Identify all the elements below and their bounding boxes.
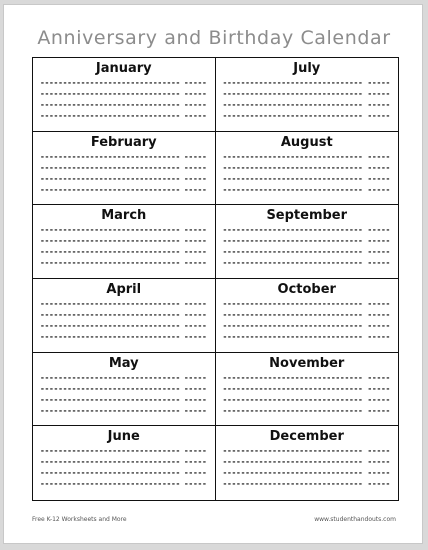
entry-line (33, 184, 215, 195)
month-label: May (108, 355, 139, 371)
name-blank: ------------------------------- (40, 331, 181, 341)
name-blank: ------------------------------- (40, 173, 181, 183)
entry-lines (216, 77, 399, 121)
date-blank: ----- (183, 457, 207, 467)
entry-line (33, 224, 215, 235)
entry-line (216, 320, 399, 331)
name-blank: ------------------------------- (222, 372, 363, 382)
entry-lines (33, 151, 215, 195)
name-blank: ------------------------------- (222, 394, 363, 404)
date-blank: ----- (183, 468, 207, 478)
name-blank: ------------------------------- (222, 320, 363, 330)
name-blank: ------------------------------- (222, 309, 363, 319)
date-blank: ----- (183, 162, 207, 172)
month-label: July (293, 61, 321, 76)
entry-lines (216, 151, 399, 195)
entry-line (33, 235, 215, 246)
entry-line (216, 331, 399, 342)
date-blank: ----- (367, 320, 390, 330)
month-cell-may (33, 353, 216, 427)
entry-line (33, 372, 215, 383)
entry-line (216, 405, 399, 416)
entry-line (33, 173, 215, 184)
date-blank: ----- (183, 446, 207, 456)
entry-line (216, 88, 399, 99)
month-cell-june (33, 426, 216, 500)
entry-line (216, 309, 399, 320)
date-blank: ----- (367, 236, 390, 246)
entry-line (33, 331, 215, 342)
entry-line (33, 77, 215, 88)
entry-line (33, 257, 215, 268)
name-blank: ------------------------------- (222, 405, 363, 415)
entry-line (216, 298, 399, 309)
name-blank: ------------------------------- (40, 258, 181, 268)
month-label: January (95, 61, 152, 76)
name-blank: ------------------------------- (40, 446, 181, 456)
entry-line (33, 99, 215, 110)
entry-line (33, 110, 215, 121)
name-blank: ------------------------------- (40, 372, 181, 382)
entry-line (216, 151, 399, 162)
date-blank: ----- (367, 468, 390, 478)
date-blank: ----- (183, 184, 207, 194)
date-blank: ----- (183, 258, 207, 268)
month-cell-august (216, 132, 399, 206)
entry-line (33, 383, 215, 394)
date-blank: ----- (367, 309, 390, 319)
date-blank: ----- (367, 298, 390, 308)
name-blank: ------------------------------- (40, 162, 181, 172)
entry-line (216, 372, 399, 383)
entry-line (33, 320, 215, 331)
date-blank: ----- (183, 309, 207, 319)
footer-left-text: Free K-12 Worksheets and More (32, 516, 127, 523)
name-blank: ------------------------------- (222, 457, 363, 467)
month-cell-february (33, 132, 216, 206)
date-blank: ----- (183, 320, 207, 330)
date-blank: ----- (183, 247, 207, 257)
entry-lines (33, 77, 215, 121)
month-label: April (106, 281, 142, 297)
date-blank: ----- (183, 100, 207, 109)
entry-line (216, 184, 399, 195)
name-blank: ------------------------------- (222, 298, 363, 308)
name-blank: ------------------------------- (222, 331, 363, 341)
name-blank: ------------------------------- (40, 405, 181, 415)
name-blank: ------------------------------- (40, 320, 181, 330)
name-blank: ------------------------------- (40, 479, 181, 489)
month-cell-january (33, 58, 216, 132)
entry-line (33, 162, 215, 173)
name-blank: ------------------------------- (222, 236, 363, 246)
entry-line (33, 88, 215, 99)
month-label: August (280, 134, 333, 150)
name-blank: ------------------------------- (40, 184, 181, 194)
month-cell-april (33, 279, 216, 353)
date-blank: ----- (367, 173, 390, 183)
month-label: September (266, 208, 348, 224)
name-blank: ------------------------------- (40, 100, 181, 109)
date-blank: ----- (183, 236, 207, 246)
month-cell-july (216, 58, 399, 132)
name-blank: ------------------------------- (222, 247, 363, 257)
entry-line (33, 467, 215, 478)
date-blank: ----- (367, 258, 390, 268)
entry-lines (33, 224, 215, 268)
calendar-grid (32, 57, 399, 501)
entry-line (216, 110, 399, 121)
name-blank: ------------------------------- (40, 383, 181, 393)
entry-line (33, 298, 215, 309)
name-blank: ------------------------------- (40, 151, 181, 161)
name-blank: ------------------------------- (222, 446, 363, 456)
name-blank: ------------------------------- (222, 89, 363, 98)
month-cell-november (216, 353, 399, 427)
entry-line (33, 246, 215, 257)
date-blank: ----- (367, 383, 390, 393)
entry-line (216, 99, 399, 110)
worksheet-page (3, 4, 423, 544)
page-title: Anniversary and Birthday Calendar (37, 27, 391, 49)
name-blank: ------------------------------- (40, 468, 181, 478)
month-cell-december (216, 426, 399, 500)
month-cell-march (33, 205, 216, 279)
entry-line (216, 394, 399, 405)
date-blank: ----- (367, 162, 390, 172)
name-blank: ------------------------------- (222, 184, 363, 194)
entry-line (216, 383, 399, 394)
date-blank: ----- (367, 479, 390, 489)
name-blank: ------------------------------- (40, 236, 181, 246)
name-blank: ------------------------------- (40, 78, 181, 87)
name-blank: ------------------------------- (40, 247, 181, 257)
month-label: March (101, 208, 147, 224)
name-blank: ------------------------------- (222, 383, 363, 393)
month-label: February (90, 134, 157, 150)
date-blank: ----- (183, 225, 207, 235)
entry-line (33, 309, 215, 320)
date-blank: ----- (367, 405, 390, 415)
date-blank: ----- (367, 394, 390, 404)
entry-line (33, 478, 215, 489)
entry-line (216, 173, 399, 184)
date-blank: ----- (183, 405, 207, 415)
date-blank: ----- (183, 89, 207, 98)
date-blank: ----- (183, 383, 207, 393)
date-blank: ----- (367, 78, 390, 87)
entry-lines (216, 224, 399, 268)
date-blank: ----- (367, 225, 390, 235)
name-blank: ------------------------------- (40, 394, 181, 404)
name-blank: ------------------------------- (40, 111, 181, 120)
entry-line (216, 257, 399, 268)
date-blank: ----- (367, 372, 390, 382)
name-blank: ------------------------------- (222, 111, 363, 120)
date-blank: ----- (367, 100, 390, 109)
name-blank: ------------------------------- (222, 173, 363, 183)
entry-line (33, 405, 215, 416)
entry-lines (216, 372, 399, 416)
entry-line (216, 445, 399, 456)
name-blank: ------------------------------- (222, 258, 363, 268)
date-blank: ----- (367, 247, 390, 257)
date-blank: ----- (367, 151, 390, 161)
date-blank: ----- (367, 89, 390, 98)
footer-right-text: www.studenthandouts.com (314, 516, 396, 523)
entry-line (33, 151, 215, 162)
date-blank: ----- (183, 111, 207, 120)
entry-line (216, 456, 399, 467)
date-blank: ----- (367, 457, 390, 467)
name-blank: ------------------------------- (222, 162, 363, 172)
name-blank: ------------------------------- (40, 298, 181, 308)
entry-line (33, 394, 215, 405)
month-cell-september (216, 205, 399, 279)
name-blank: ------------------------------- (222, 151, 363, 161)
date-blank: ----- (367, 111, 390, 120)
date-blank: ----- (183, 173, 207, 183)
name-blank: ------------------------------- (40, 89, 181, 98)
name-blank: ------------------------------- (40, 457, 181, 467)
entry-line (33, 445, 215, 456)
date-blank: ----- (367, 331, 390, 341)
entry-line (216, 235, 399, 246)
month-cell-october (216, 279, 399, 353)
date-blank: ----- (367, 184, 390, 194)
entry-lines (33, 445, 215, 489)
date-blank: ----- (183, 479, 207, 489)
month-label: June (107, 429, 140, 445)
month-label: November (269, 355, 345, 371)
entry-line (216, 467, 399, 478)
name-blank: ------------------------------- (222, 479, 363, 489)
entry-lines (216, 445, 399, 489)
entry-line (216, 77, 399, 88)
entry-lines (216, 298, 399, 342)
date-blank: ----- (183, 394, 207, 404)
date-blank: ----- (183, 298, 207, 308)
date-blank: ----- (183, 331, 207, 341)
name-blank: ------------------------------- (40, 225, 181, 235)
date-blank: ----- (183, 78, 207, 87)
month-label: December (269, 429, 344, 445)
name-blank: ------------------------------- (222, 225, 363, 235)
date-blank: ----- (183, 372, 207, 382)
entry-lines (33, 298, 215, 342)
entry-line (216, 478, 399, 489)
entry-line (216, 162, 399, 173)
date-blank: ----- (183, 151, 207, 161)
name-blank: ------------------------------- (40, 309, 181, 319)
entry-line (33, 456, 215, 467)
name-blank: ------------------------------- (222, 78, 363, 87)
date-blank: ----- (367, 446, 390, 456)
entry-line (216, 224, 399, 235)
entry-line (216, 246, 399, 257)
name-blank: ------------------------------- (222, 468, 363, 478)
name-blank: ------------------------------- (222, 100, 363, 109)
month-label: October (277, 281, 336, 297)
entry-lines (33, 372, 215, 416)
